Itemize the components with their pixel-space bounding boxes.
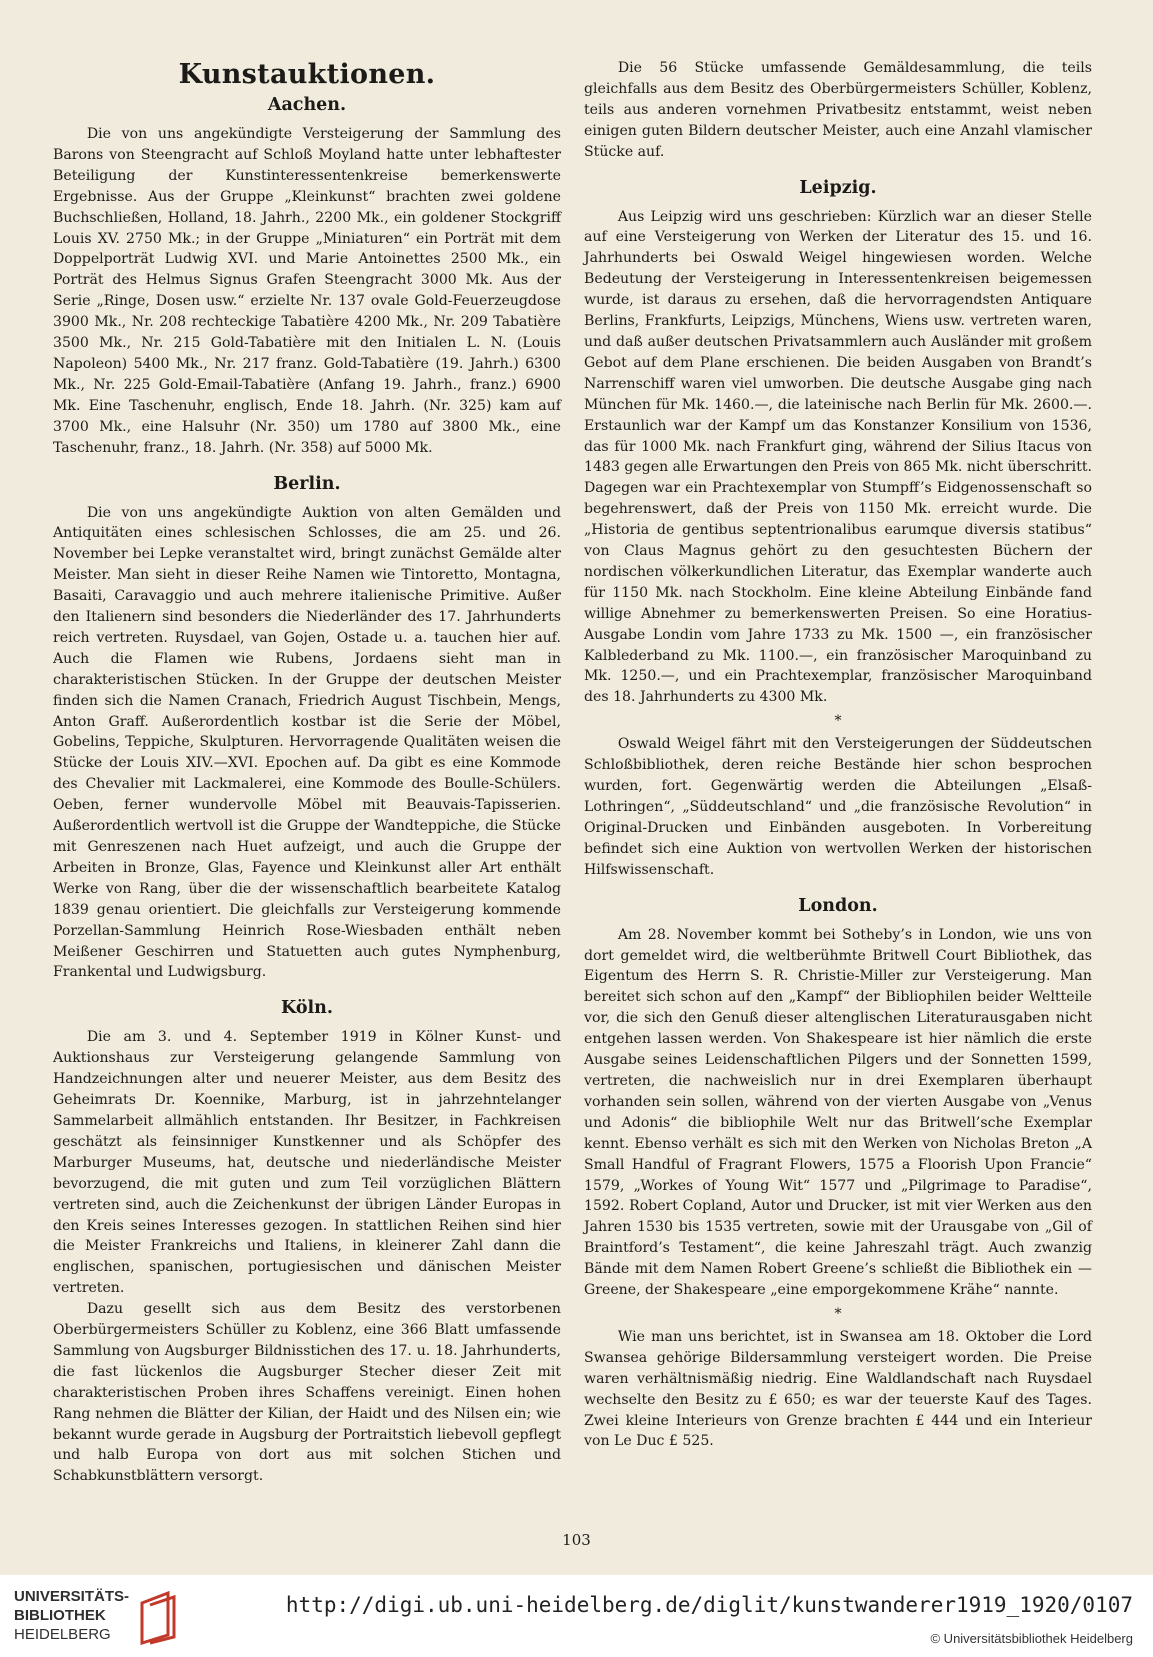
library-logo[interactable] <box>14 1587 214 1647</box>
heading-leipzig: Leipzig. <box>799 177 877 198</box>
page-number: 103 <box>562 1531 591 1549</box>
source-url-link[interactable]: http://digi.ub.uni-heidelberg.de/diglit/kunstwanderer1919_1920/0107 <box>285 1593 1133 1617</box>
paragraph-leipzig-2: Oswald Weigel fährt mit den Versteigerungen der Süddeutschen Schloßbibliothek, deren reiche Bestände hier schon besprochen wurden, fort. Gegenwärtig werden die Abteilungen „Elsaß-Lothringen“, „Süddeutschland“ und „die französische Revolution“ in Original-Drucken und Einbänden ausgeboten. In Vorbereitung befindet sich eine Auktion von wertvollen Werken der historischen Hilfswissenschaft. <box>584 736 1092 878</box>
footer-bar <box>0 1575 1153 1657</box>
separator-star: * <box>834 713 842 730</box>
paragraph-london-1: Am 28. November kommt bei Sotheby’s in London, wie uns von dort gemeldet wird, die weltberühmte Britwell Court Bibliothek, das Eigentum des Herrn S. R. Christie-Miller zur Versteigerung. Man bereitet sich schon auf den „Kampf“ der Bibliophilen beider Weltteile vor, die sich den Genuß dieser altenglischen Literaturausgaben nicht entgehen lassen werden. Von Shakespeare ist hier nämlich die erste Ausgabe seines Leidenschaftlichen Pilgers und der Sonnetten 1599, vertreten, die nachweislich nur in drei Exemplaren überhaupt vorhanden sein sollen, während von der vierten Ausgabe von „Venus und Adonis“ die bibliophile Welt nur das Britwell’sche Exemplar kennt. Ebenso verhält es sich mit den Werken von Nicholas Breton „A Small Handful of Fragrant Flowers, 1575 a Floorish Upon Francie“ 1579, „Workes of Young Wit“ 1577 und „Pilgrimage to Paradise“, 1592. Robert Copland, Autor und Drucker, ist mit vier Werken aus den Jahren 1530 bis 1535 vertreten, sowie mit der Urausgabe von „Gil of Braintford’s Testament“, die keine Jahreszahl trägt. Auch zwanzig Bände mit dem Namen Robert Greene’s schließt die Bibliothek ein — Greene, der Shakespeare „eine emporgekommene Krähe“ nannte. <box>584 926 1092 1299</box>
left-column <box>53 58 561 1487</box>
logo-text <box>14 1587 129 1644</box>
copyright-notice: © Universitätsbibliothek Heidelberg <box>930 1631 1133 1646</box>
heading-aachen: Aachen. <box>267 95 347 115</box>
separator-star: * <box>834 1305 842 1322</box>
paragraph-aachen: Die von uns angekündigte Versteigerung der Sammlung des Barons von Steengracht auf Schloß Moyland hatte unter lebhaftester Beteiligung der Kunstinteressentenkreise bemerkenswerte Ergebnisse. Aus der Gruppe „Kleinkunst“ brachten zwei goldene Buchschließen, Holland, 18. Jahrh., 2200 Mk., ein goldener Stockgriff Louis XV. 2750 Mk.; in der Gruppe „Miniaturen“ ein Porträt mit dem Doppelporträt Ludwig XVI. und Marie Antoinettes 2500 Mk., ein Porträt des Helmus Signus Grafen Steengracht 3000 Mk. Aus der Serie „Ringe, Dosen usw.“ erzielte Nr. 137 ovale Gold-Feuerzeugdose 3900 Mk., Nr. 208 rechteckige Tabatière 4200 Mk., Nr. 209 Tabatière 3500 Mk., Nr. 215 Gold-Tabatière mit den Initialen L. N. (Louis Napoleon) 5400 Mk., Nr. 217 franz. Gold-Tabatière (19. Jahrh.) 6300 Mk., Nr. 225 Gold-Email-Tabatière (Anfang 19. Jahrh., franz.) 6900 Mk. Eine Taschenuhr, englisch, Ende 18. Jahrh. (Nr. 325) kam auf 3700 Mk., eine Halsuhr (Nr. 350) um 1780 auf 3800 Mk., eine Taschenuhr, franz., 18. Jahrh. (Nr. 358) auf 5000 Mk. <box>53 126 561 456</box>
page-title: Kunstauktionen. <box>178 59 436 90</box>
heading-berlin: Berlin. <box>273 473 341 494</box>
paragraph-london-2: Wie man uns berichtet, ist in Swansea am 18. Oktober die Lord Swansea gehörige Bildersammlung versteigert worden. Die Preise waren verhältnismäßig niedrig. Eine Waldlandschaft nach Ruysdael wechselte den Besitz zu £ 650; es war der teuerste Kauf des Tages. Zwei kleine Interieurs von Grenze brachten £ 444 und ein Interieur von Le Duc £ 525. <box>584 1328 1092 1450</box>
heading-london: London. <box>798 895 878 916</box>
logo-line-2: BIBLIOTHEK <box>14 1607 106 1624</box>
paragraph-koeln-3: Die 56 Stücke umfassende Gemäldesammlung, die teils gleichfalls aus dem Besitz des Oberbürgermeisters Schüller, Koblenz, teils aus anderen vornehmen Privatbesitz entstammt, weist neben einigen guten Bildern deutscher Meister, auch eine Anzahl vlamischer Stücke auf. <box>584 60 1092 160</box>
paragraph-koeln-2: Dazu gesellt sich aus dem Besitz des verstorbenen Oberbürgermeisters Schüller zu Koblenz, eine 366 Blatt umfassende Sammlung von Augsburger Bildnisstichen des 17. u. 18. Jahrhunderts, die fast lückenlos die Augsburger Stecher dieser Zeit mit charakteristischen Proben ihres Schaffens vereinigt. Einen hohen Rang nehmen die Blätter der Kilian, der Haidt und des Nilsen ein; wie bekannt wurde gerade in Augsburg der Portraitstich liebevoll gepflegt und halb Europa von dort aus mit solchen Stichen und Schabkunstblättern versorgt. <box>53 1301 561 1485</box>
paragraph-leipzig-1: Aus Leipzig wird uns geschrieben: Kürzlich war an dieser Stelle auf eine Versteigerung von Werken der Literatur des 15. und 16. Jahrhunderts bei Oswald Weigel hingewiesen worden. Welche Bedeutung der Versteigerung in Interessentenkreisen beigemessen wurde, ist daraus zu ersehen, daß die hervorragendsten Antiquare Berlins, Frankfurts, Leipzigs, Münchens, Wiens usw. vertreten waren, und daß außer deutschen Privatsammlern auch Ausländer mit großem Gebot auf dem Plane erschienen. Die beiden Ausgaben von Brandt’s Narrenschiff waren viel umworben. Die deutsche Ausgabe ging nach München für Mk. 1460.—, die lateinische nach Berlin für Mk. 2600.—. Erstaunlich war der Kampf um das Konstanzer Konsilium von 1536, das für 1000 Mk. nach Frankfurt ging, während der Silius Itacus von 1483 gegen alle Erwartungen den Preis von 865 Mk. nicht überschritt. Dagegen war ein Prachtexemplar von Stumpff’s Eidgenossenschaft so begehrenswert, daß der Preis von 1150 Mk. erreicht wurde. Die „Historia de gentibus septentrionalibus earumque diversis statibus“ von Claus Magnus gehört zu den gesuchtesten Büchern der nordischen völkerkundlichen Literatur, das Exemplar wanderte auch für 1150 Mk. nach Stockholm. Eine kleine Abteilung Einbände fand willige Abnehmer zu bemerkenswerten Preisen. So eine Horatius-Ausgabe Londin vom Jahre 1733 zu Mk. 1500 —, ein französischer Kalblederband zu Mk. 1100.—, ein französischer Maroquinband zu Mk. 1250.—, und ein Prachtexemplar, französischer Maroquinband des 18. Jahrhunderts zu 4300 Mk. <box>584 208 1092 706</box>
logo-line-3: HEIDELBERG <box>14 1626 111 1643</box>
paragraph-berlin: Die von uns angekündigte Auktion von alten Gemälden und Antiquitäten eines schlesischen Schlosses, die am 25. und 26. November bei Lepke veranstaltet wird, bringt zunächst Gemälde alter Meister. Man sieht in dieser Reihe Namen wie Tintoretto, Montagna, Basaiti, Caravaggio und auch mehrere italienische Primitive. Außer den Italienern sind besonders die Niederländer des 17. Jahrhunderts reich vertreten. Ruysdael, van Gojen, Ostade u. a. tauchen hier auf. Auch die Flamen wie Rubens, Jordaens sieht man in charakteristischen Stücken. In der Gruppe der deutschen Meister finden sich die Namen Cranach, Friedrich August Tischbein, Mengs, Anton Graff. Außerordentlich kostbar ist die Serie der Möbel, Gobelins, Teppiche, Skulpturen. Hervorragende Qualitäten weisen die Stücke der Louis XIV.—XVI. Epochen auf. Da gibt es eine Kommode des Chevalier mit Lackmalerei, eine Kommode des Boulle-Schülers. Oeben, ferner wundervolle Möbel mit Beauvais-Tapisserien. Außerordentlich wertvoll ist die Gruppe der Wandteppiche, die Stücke mit Genreszenen nach Huet aufzeigt, und auch die Gruppe der Arbeiten in Bronze, Glas, Fayence und Kleinkunst aller Art enthält Werke von Rang, über die der wissenschaftlich bearbeitete Katalog 1839 genau orientiert. Die gleichfalls zur Versteigerung kommende Porzellan-Sammlung Heinrich Rose-Wiesbaden enthält neben Meißener Geschirren und Statuetten auch gutes Nymphenburg, Frankental und Ludwigsburg. <box>53 504 561 981</box>
library-emblem-icon <box>134 1589 182 1645</box>
logo-line-1: UNIVERSITÄTS- <box>14 1588 130 1605</box>
paragraph-koeln-1: Die am 3. und 4. September 1919 in Kölner Kunst- und Auktionshaus zur Versteigerung gelangende Sammlung von Handzeichnungen alter und neuerer Meister, aus dem Besitz des Geheimrats Dr. Koennike, Marburg, ist in jahrzehntelanger Sammelarbeit allmählich entstanden. Ihr Besitzer, in Fachkreisen geschätzt als feinsinniger Kunstkenner und als Schöpfer des Marburger Museums, hat, deutsche und niederländische Meister bevorzugend, die mit guten und zum Teil vorzüglichen Blättern vertreten sind, auch die Zeichenkunst der übrigen Länder Europas in den Kreis seines Interesses gezogen. In stattlichen Reihen sind hier die Meister Frankreichs und Italiens, in kleinerer Zahl dann die englischen, spanischen, portugiesischen und dänischen Meister vertreten. <box>53 1029 561 1297</box>
heading-koeln: Köln. <box>281 998 333 1019</box>
right-column <box>584 58 1092 1452</box>
